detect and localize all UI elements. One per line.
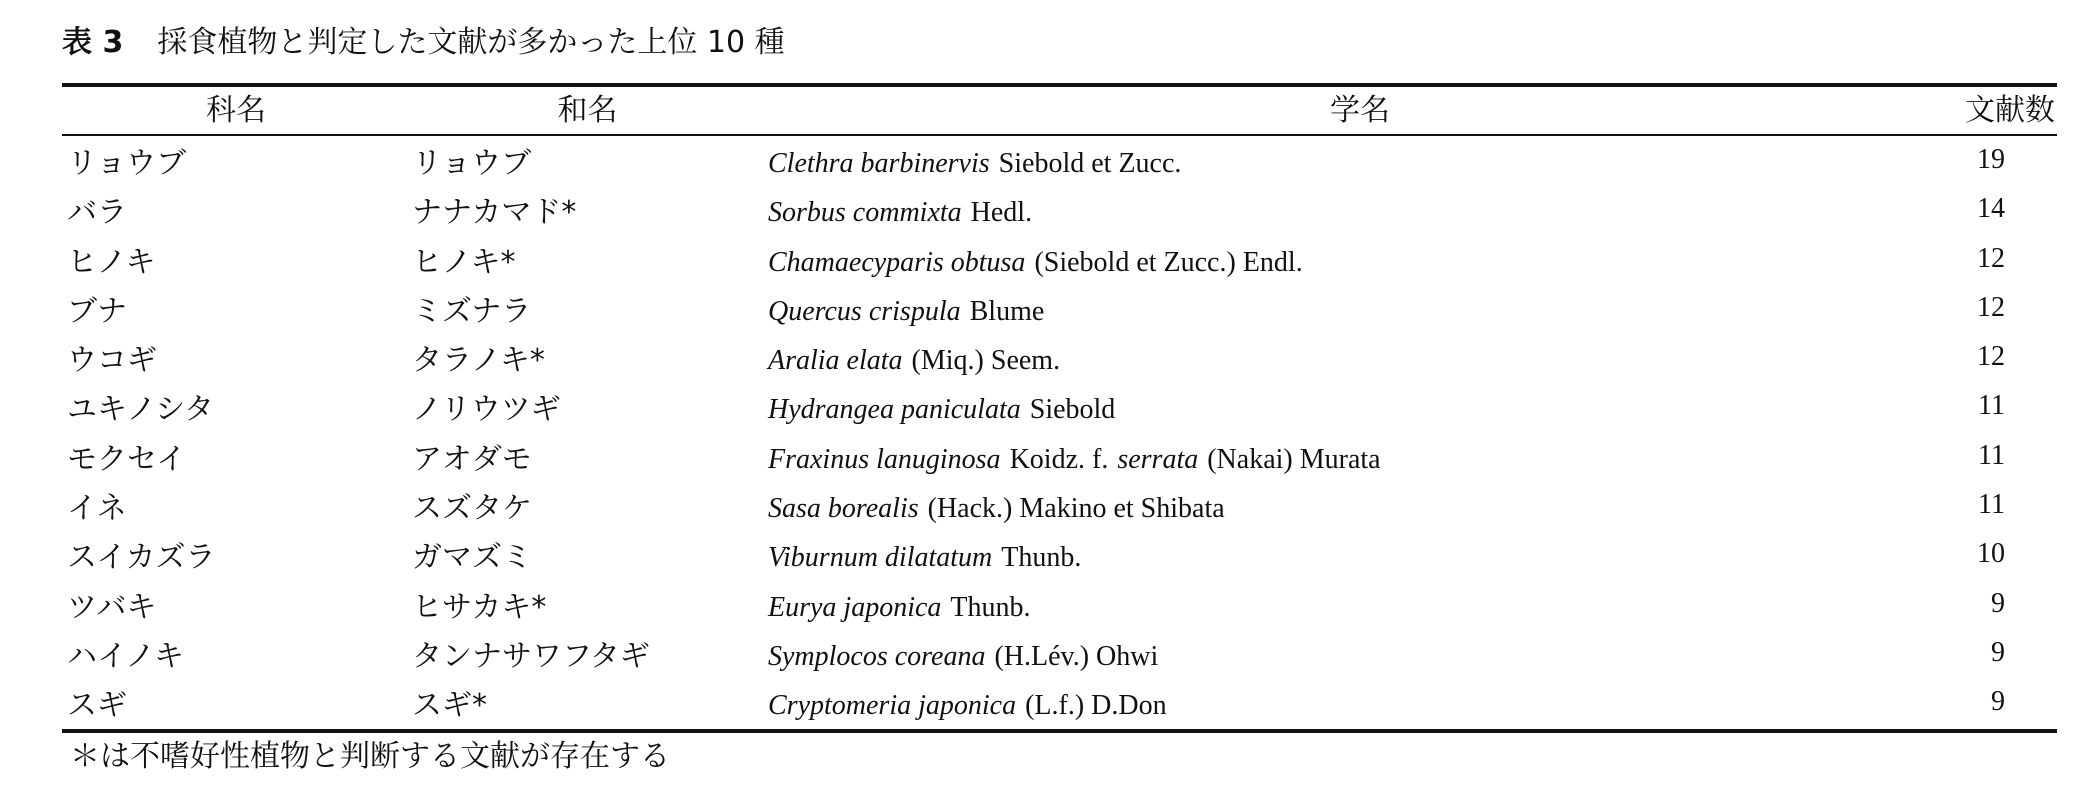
table-row [0,287,2099,336]
genus-species: Clethra barbinervis [768,148,990,179]
genus-species: Eurya japonica [768,591,942,623]
family-cell: モクセイ [67,441,187,477]
japanese-name-cell: ナナカマド* [412,195,577,231]
genus-species: Sorbus commixta [768,197,962,229]
japanese-name-cell: リョウブ [412,146,532,181]
table-body [0,139,2099,731]
scientific-name-cell [768,336,1060,385]
japanese-name-cell: タンナサワフタギ [412,638,650,674]
genus-species: Viburnum dilatatum [768,542,993,574]
table-footnote: ＊は不嗜好性植物と判断する文献が存在する [70,739,670,774]
authority: (Hack.) Makino et Shibata [927,493,1225,525]
scientific-name-cell [768,238,1303,287]
reference-count-cell: 12 [1977,291,2005,323]
japanese-name-cell: スギ* [412,688,487,724]
family-cell: イネ [67,491,127,527]
family-cell: バラ [67,195,127,231]
japanese-name-cell: スズタケ [412,491,532,527]
scientific-name-cell [768,385,1115,434]
header-reference-count: 文献数 [1965,93,2055,128]
forma-epithet: serrata [1117,443,1199,475]
family-cell: ユキノシタ [67,392,214,428]
table-row [0,238,2099,287]
authority: (H.Lév.) Ohwi [994,640,1159,672]
table-header-rule [62,134,2057,136]
scientific-name-cell [768,484,1225,533]
authority: Thunb. [1001,542,1082,574]
table-row [0,681,2099,730]
forma-authority: (Nakai) Murata [1207,443,1381,475]
scientific-name-cell [768,583,1031,632]
japanese-name-cell: ミズナラ [412,293,532,329]
authority: Siebold et Zucc. [998,148,1182,179]
family-cell: ブナ [67,293,127,329]
family-cell: ツバキ [67,589,157,625]
table-row [0,632,2099,681]
authority: (Miq.) Seem. [911,345,1061,377]
reference-count-cell: 11 [1978,489,2005,521]
authority: Siebold [1029,394,1116,426]
genus-species: Sasa borealis [768,493,919,525]
scientific-name-cell [768,533,1081,582]
japanese-name-cell: タラノキ* [412,343,545,379]
genus-species: Cryptomeria japonica [768,690,1017,722]
authority: (Siebold et Zucc.) Endl. [1034,246,1303,278]
table-row [0,336,2099,385]
table-bottom-rule [62,729,2057,733]
japanese-name-cell: ノリウツギ [412,392,561,428]
genus-species: Aralia elata [768,345,903,377]
authority: (L.f.) D.Don [1025,690,1167,722]
authority: Koidz. f. [1009,443,1109,475]
family-cell: ウコギ [67,343,157,379]
reference-count-cell: 9 [1991,636,2005,668]
table-caption-label: 表 3 [62,25,124,60]
reference-count-cell: 19 [1977,144,2005,175]
japanese-name-cell: ガマズミ [412,540,532,576]
authority: Thunb. [950,591,1031,623]
scientific-name-cell [768,681,1167,730]
authority: Blume [969,295,1045,327]
authority: Hedl. [970,197,1033,229]
japanese-name-cell: ヒノキ* [412,244,516,280]
scientific-name-cell [768,632,1158,681]
japanese-name-cell: アオダモ [412,441,532,477]
genus-species: Quercus crispula [768,295,961,327]
table-caption-title: 採食植物と判定した文献が多かった上位 10 種 [157,25,785,60]
header-family: 科名 [206,93,266,128]
table-top-rule [62,83,2057,87]
japanese-name-cell: ヒサカキ* [412,589,547,625]
scientific-name-cell [768,287,1044,336]
genus-species: Fraxinus lanuginosa [768,443,1001,475]
reference-count-cell: 11 [1978,439,2005,471]
reference-count-cell: 9 [1991,587,2005,619]
family-cell: スイカズラ [67,540,216,576]
scientific-name-cell [768,139,1181,188]
table-row [0,385,2099,434]
scientific-name-cell [768,188,1032,237]
scientific-name-cell [768,435,1381,484]
reference-count-cell: 12 [1977,242,2005,274]
table-row [0,435,2099,484]
reference-count-cell: 11 [1978,390,2005,422]
table-row [0,139,2099,188]
reference-count-cell: 10 [1977,538,2005,570]
table-row [0,533,2099,582]
family-cell: ヒノキ [67,244,156,280]
family-cell: スギ [67,688,127,724]
family-cell: リョウブ [67,146,187,181]
genus-species: Chamaecyparis obtusa [768,246,1026,278]
genus-species: Hydrangea paniculata [768,394,1021,426]
family-cell: ハイノキ [67,638,184,674]
header-japanese-name: 和名 [557,93,618,128]
header-scientific-name: 学名 [1330,93,1390,128]
reference-count-cell: 9 [1991,686,2005,718]
table-caption [62,18,785,68]
table-row [0,583,2099,632]
reference-count-cell: 12 [1977,341,2005,373]
table-row [0,484,2099,533]
table-row [0,188,2099,237]
reference-count-cell: 14 [1977,193,2005,225]
genus-species: Symplocos coreana [768,640,986,672]
